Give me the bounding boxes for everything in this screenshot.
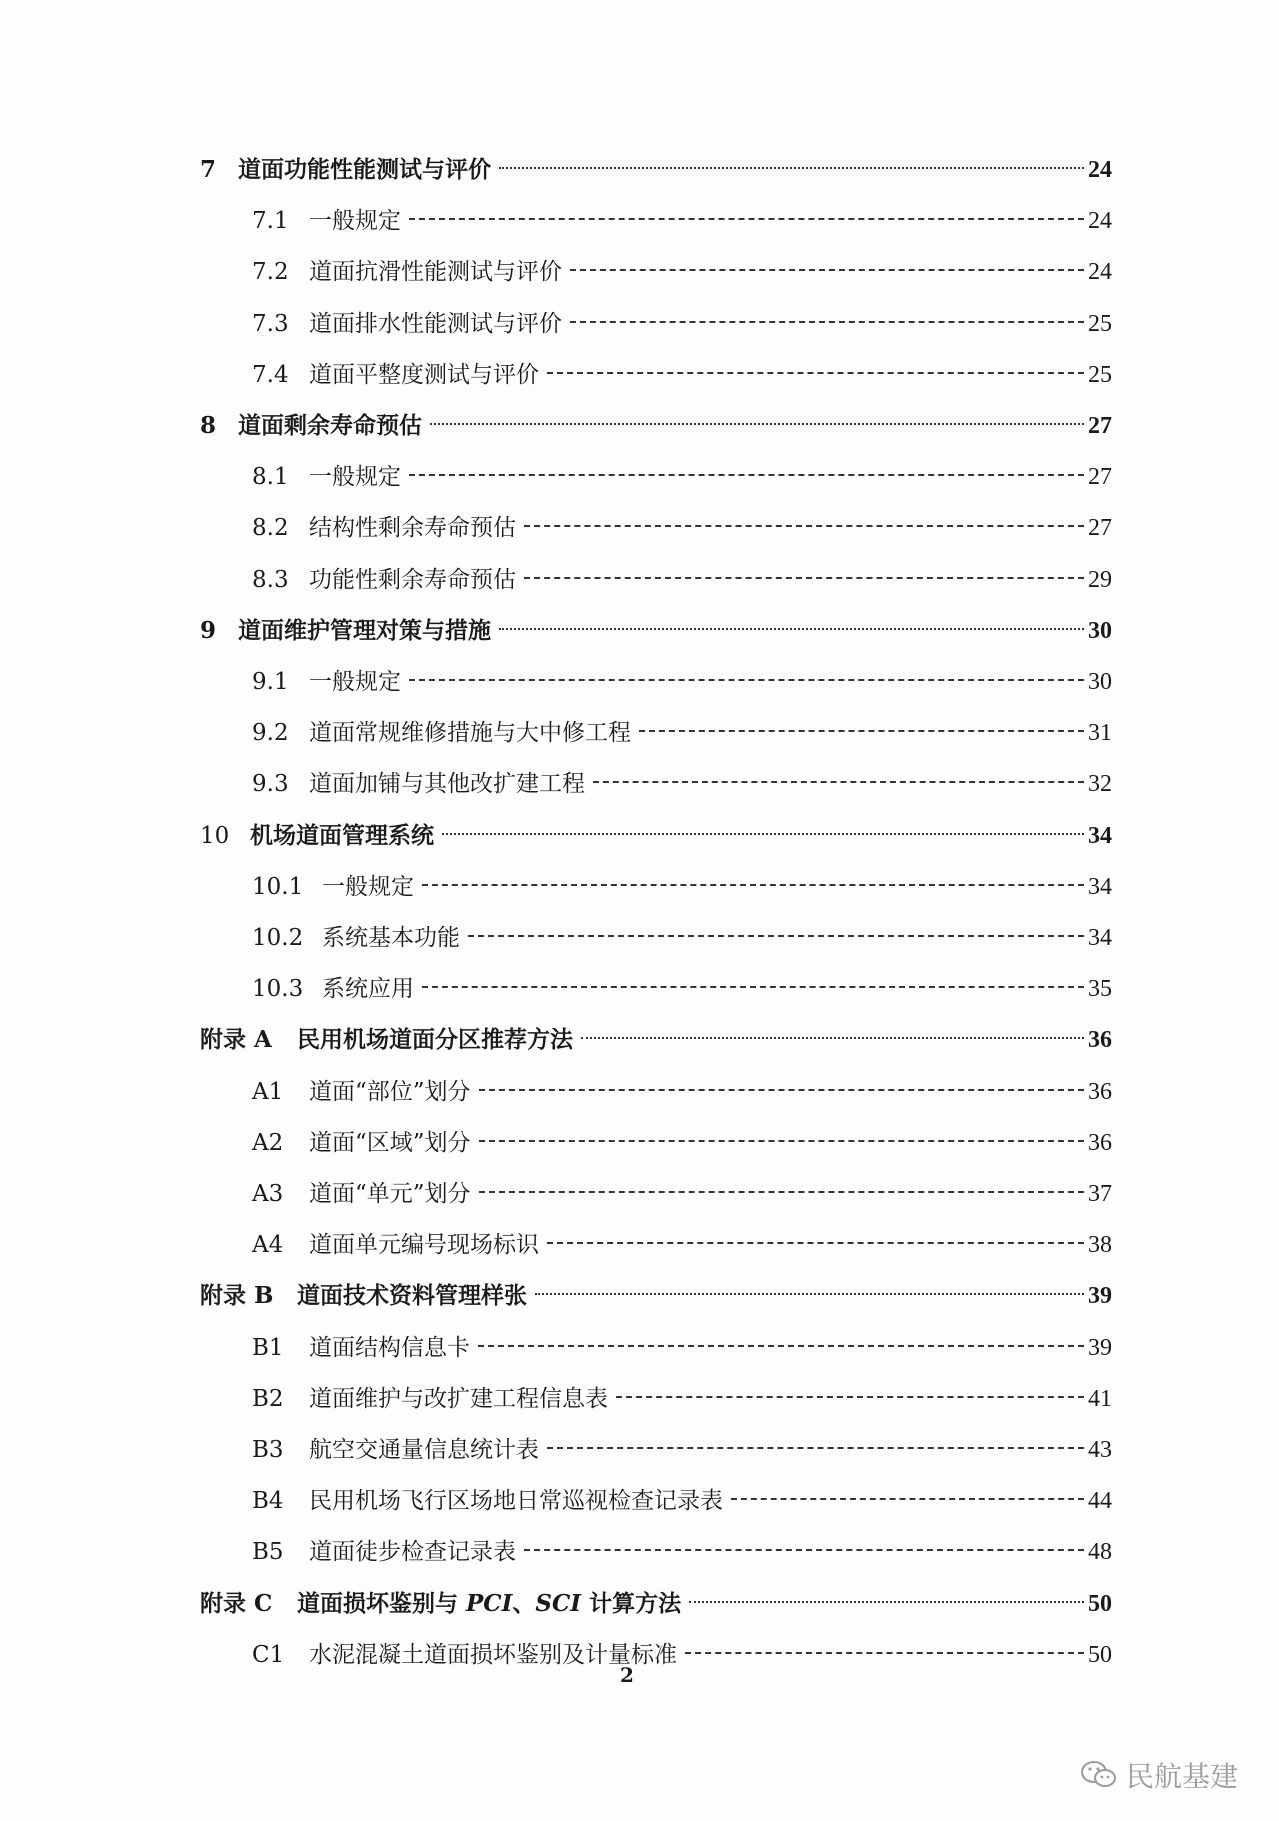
- toc-entry: [200, 1276, 1112, 1316]
- toc-entry-page: 48: [1088, 1539, 1112, 1566]
- toc-entry-title: 航空交通量信息统计表: [309, 1437, 539, 1463]
- toc-leader: [499, 628, 1084, 630]
- toc-leader: [479, 1191, 1084, 1193]
- page-number: 2: [620, 1663, 634, 1687]
- toc-entry-number: B4: [252, 1488, 284, 1515]
- toc-entry-title: 一般规定: [309, 464, 401, 491]
- toc-entry-title: 道面排水性能测试与评价: [309, 310, 562, 337]
- toc-leader: [442, 833, 1084, 835]
- toc-entry-number: B5: [252, 1539, 284, 1566]
- toc-entry-title: 一般规定: [322, 873, 414, 900]
- toc-leader: [478, 1345, 1084, 1347]
- toc-entry-title: 结构性剩余寿命预估: [309, 515, 516, 542]
- toc-leader: [570, 269, 1084, 271]
- toc-entry: [200, 1584, 1112, 1624]
- toc-leader: [547, 1447, 1084, 1449]
- toc-entry-page: 24: [1088, 208, 1112, 235]
- toc-entry-title: 道面“单元”划分: [309, 1181, 471, 1207]
- toc-entry-title: 道面平整度测试与评价: [309, 361, 539, 388]
- toc-entry: [200, 1020, 1112, 1060]
- toc-entry: [200, 611, 1112, 651]
- toc-leader: [479, 1089, 1084, 1091]
- toc-leader: [593, 781, 1084, 783]
- toc-entry-page: 24: [1088, 157, 1112, 183]
- toc-leader: [685, 1652, 1084, 1654]
- toc-entry-number: 9: [200, 616, 217, 644]
- toc-entry: [200, 1481, 1112, 1521]
- toc-entry-title: 系统基本功能: [322, 925, 460, 951]
- toc-entry: [200, 1123, 1112, 1163]
- toc-entry: [200, 1430, 1112, 1470]
- toc-entry-title: 民用机场道面分区推荐方法: [297, 1026, 573, 1054]
- toc-entry-page: 39: [1088, 1283, 1112, 1310]
- toc-entry-title: 道面“区域”划分: [309, 1129, 471, 1156]
- watermark: [1080, 1755, 1238, 1795]
- toc-entry-title: 道面抗滑性能测试与评价: [309, 259, 562, 286]
- toc-entry-page: 24: [1088, 259, 1112, 286]
- toc-entry: [200, 406, 1112, 446]
- toc-entry-title: 道面常规维修措施与大中修工程: [309, 720, 631, 747]
- toc-leader: [524, 1549, 1084, 1551]
- toc-leader: [524, 577, 1084, 579]
- toc-entry-number: 附录 A: [200, 1026, 272, 1054]
- toc-leader: [468, 935, 1084, 937]
- toc-entry-title: 道面徒步检查记录表: [309, 1539, 516, 1566]
- toc-leader: [535, 1293, 1084, 1295]
- toc-leader: [581, 1037, 1084, 1039]
- toc-entry-page: 34: [1088, 925, 1112, 951]
- toc-entry-number: A1: [252, 1078, 284, 1105]
- toc-leader: [409, 474, 1084, 476]
- toc-entry-page: 34: [1088, 822, 1112, 849]
- toc-entry: [200, 713, 1112, 753]
- toc-entry-page: 27: [1088, 515, 1112, 542]
- toc-entry-title: 道面技术资料管理样张: [297, 1282, 527, 1310]
- toc-entry-number: 7.4: [252, 361, 289, 388]
- toc-entry: [200, 252, 1112, 292]
- toc-entry-number: 附录 B: [200, 1282, 274, 1310]
- toc-entry: [200, 1174, 1112, 1214]
- toc-entry: [200, 1379, 1112, 1419]
- toc-entry: [200, 969, 1112, 1009]
- toc-entry-page: 29: [1088, 566, 1112, 593]
- toc-entry: [200, 1328, 1112, 1368]
- toc-entry-page: 43: [1088, 1437, 1112, 1463]
- toc-entry-title: 道面维护管理对策与措施: [238, 616, 491, 644]
- toc-entry-title: 民用机场飞行区场地日常巡视检查记录表: [309, 1488, 723, 1515]
- toc-entry-page: 39: [1088, 1334, 1112, 1361]
- toc-leader: [430, 423, 1084, 425]
- toc-entry-number: 10: [200, 822, 230, 849]
- toc-entry-number: 10.1: [252, 873, 304, 900]
- toc-entry-title: 道面结构信息卡: [309, 1334, 470, 1361]
- toc-entry-page: 38: [1088, 1232, 1112, 1259]
- toc-entry-number: 7.2: [252, 259, 289, 286]
- toc-entry-number: 9.1: [252, 669, 289, 695]
- toc-entry-number: 7.1: [252, 208, 289, 235]
- toc-entry: [200, 867, 1112, 907]
- toc-entry-page: 44: [1088, 1488, 1112, 1515]
- toc-entry-page: 50: [1088, 1641, 1112, 1668]
- toc-leader: [409, 679, 1084, 681]
- toc-entry-page: 31: [1088, 720, 1112, 747]
- toc-entry-page: 36: [1088, 1027, 1112, 1054]
- toc-entry: [200, 150, 1112, 190]
- toc-entry-number: 8.1: [252, 464, 289, 491]
- toc-leader: [547, 1242, 1084, 1244]
- toc-leader: [616, 1396, 1084, 1398]
- toc-entry: [200, 1532, 1112, 1572]
- toc-leader: [689, 1601, 1084, 1603]
- toc-entry-page: 32: [1088, 771, 1112, 798]
- toc-entry-number: A3: [252, 1181, 284, 1207]
- toc-entry: [200, 304, 1112, 344]
- toc-entry-title: 道面维护与改扩建工程信息表: [309, 1385, 608, 1412]
- toc-entry-title: 道面功能性能测试与评价: [238, 156, 491, 183]
- toc-entry-page: 34: [1088, 873, 1112, 900]
- toc-entry-page: 37: [1088, 1181, 1112, 1207]
- toc-entry-number: 7: [200, 156, 217, 183]
- toc-entry: [200, 560, 1112, 600]
- wechat-icon: [1080, 1759, 1118, 1791]
- toc-entry-number: 8.3: [252, 566, 289, 593]
- toc-entry-page: 30: [1088, 669, 1112, 695]
- toc-entry-title: 道面“部位”划分: [309, 1078, 471, 1105]
- toc-entry: [200, 457, 1112, 497]
- toc-entry-page: 27: [1088, 464, 1112, 491]
- toc-entry-page: 30: [1088, 617, 1112, 644]
- toc-entry-number: 10.3: [252, 976, 304, 1003]
- toc-entry-number: 7.3: [252, 310, 289, 337]
- toc-entry-title: 水泥混凝土道面损坏鉴别及计量标准: [309, 1641, 677, 1668]
- toc-entry-page: 25: [1088, 310, 1112, 337]
- toc-entry-page: 50: [1088, 1590, 1112, 1617]
- toc-entry: [200, 918, 1112, 958]
- toc-entry-number: 9.3: [252, 771, 289, 798]
- toc-leader: [639, 730, 1084, 732]
- toc-entry: [200, 1225, 1112, 1265]
- toc-entry-title: 一般规定: [309, 208, 401, 235]
- toc-leader: [547, 372, 1084, 374]
- toc-entry-number: B1: [252, 1334, 284, 1361]
- toc-entry-number: B3: [252, 1437, 284, 1463]
- toc-entry-page: 25: [1088, 361, 1112, 388]
- toc-entry-title: 系统应用: [322, 976, 414, 1003]
- toc-leader: [499, 167, 1084, 169]
- toc-entry-page: 36: [1088, 1078, 1112, 1105]
- toc-entry-page: 27: [1088, 413, 1112, 439]
- toc-entry: [200, 662, 1112, 702]
- toc-entry-title: 道面剩余寿命预估: [238, 412, 422, 439]
- toc-leader: [570, 321, 1084, 323]
- toc-entry-title: 机场道面管理系统: [250, 821, 434, 849]
- toc-entry-number: 附录 C: [200, 1589, 273, 1617]
- toc-entry-number: A4: [252, 1232, 284, 1259]
- toc-entry: [200, 1635, 1112, 1675]
- toc-entry-title: 道面加铺与其他改扩建工程: [309, 771, 585, 798]
- watermark-text: 民航基建: [1126, 1760, 1239, 1793]
- toc-entry-number: 8.2: [252, 515, 289, 542]
- toc-entry-number: C1: [252, 1641, 285, 1668]
- toc-leader: [524, 525, 1084, 527]
- toc-entry: [200, 1072, 1112, 1112]
- toc-entry-number: B2: [252, 1385, 284, 1412]
- toc-leader: [422, 884, 1084, 886]
- toc-entry: [200, 764, 1112, 804]
- toc-entry-number: 8: [200, 412, 217, 439]
- toc-leader: [409, 218, 1084, 220]
- toc-entry: [200, 816, 1112, 856]
- toc-entry-title: 道面损坏鉴别与 PCI、SCI 计算方法: [297, 1589, 682, 1617]
- toc-entry-page: 35: [1088, 976, 1112, 1003]
- toc-entry-title: 道面单元编号现场标识: [309, 1232, 539, 1259]
- toc-entry: [200, 201, 1112, 241]
- toc-entry-page: 36: [1088, 1129, 1112, 1156]
- toc-entry-number: 10.2: [252, 925, 304, 951]
- toc-leader: [422, 986, 1084, 988]
- toc-leader: [731, 1498, 1084, 1500]
- toc-entry-number: A2: [252, 1129, 284, 1156]
- toc-entry-page: 41: [1088, 1385, 1112, 1412]
- toc-entry-title: 一般规定: [309, 669, 401, 695]
- toc-entry: [200, 508, 1112, 548]
- toc-entry-title: 功能性剩余寿命预估: [309, 566, 516, 593]
- toc-entry: [200, 355, 1112, 395]
- toc-leader: [479, 1140, 1084, 1142]
- toc-entry-number: 9.2: [252, 720, 289, 747]
